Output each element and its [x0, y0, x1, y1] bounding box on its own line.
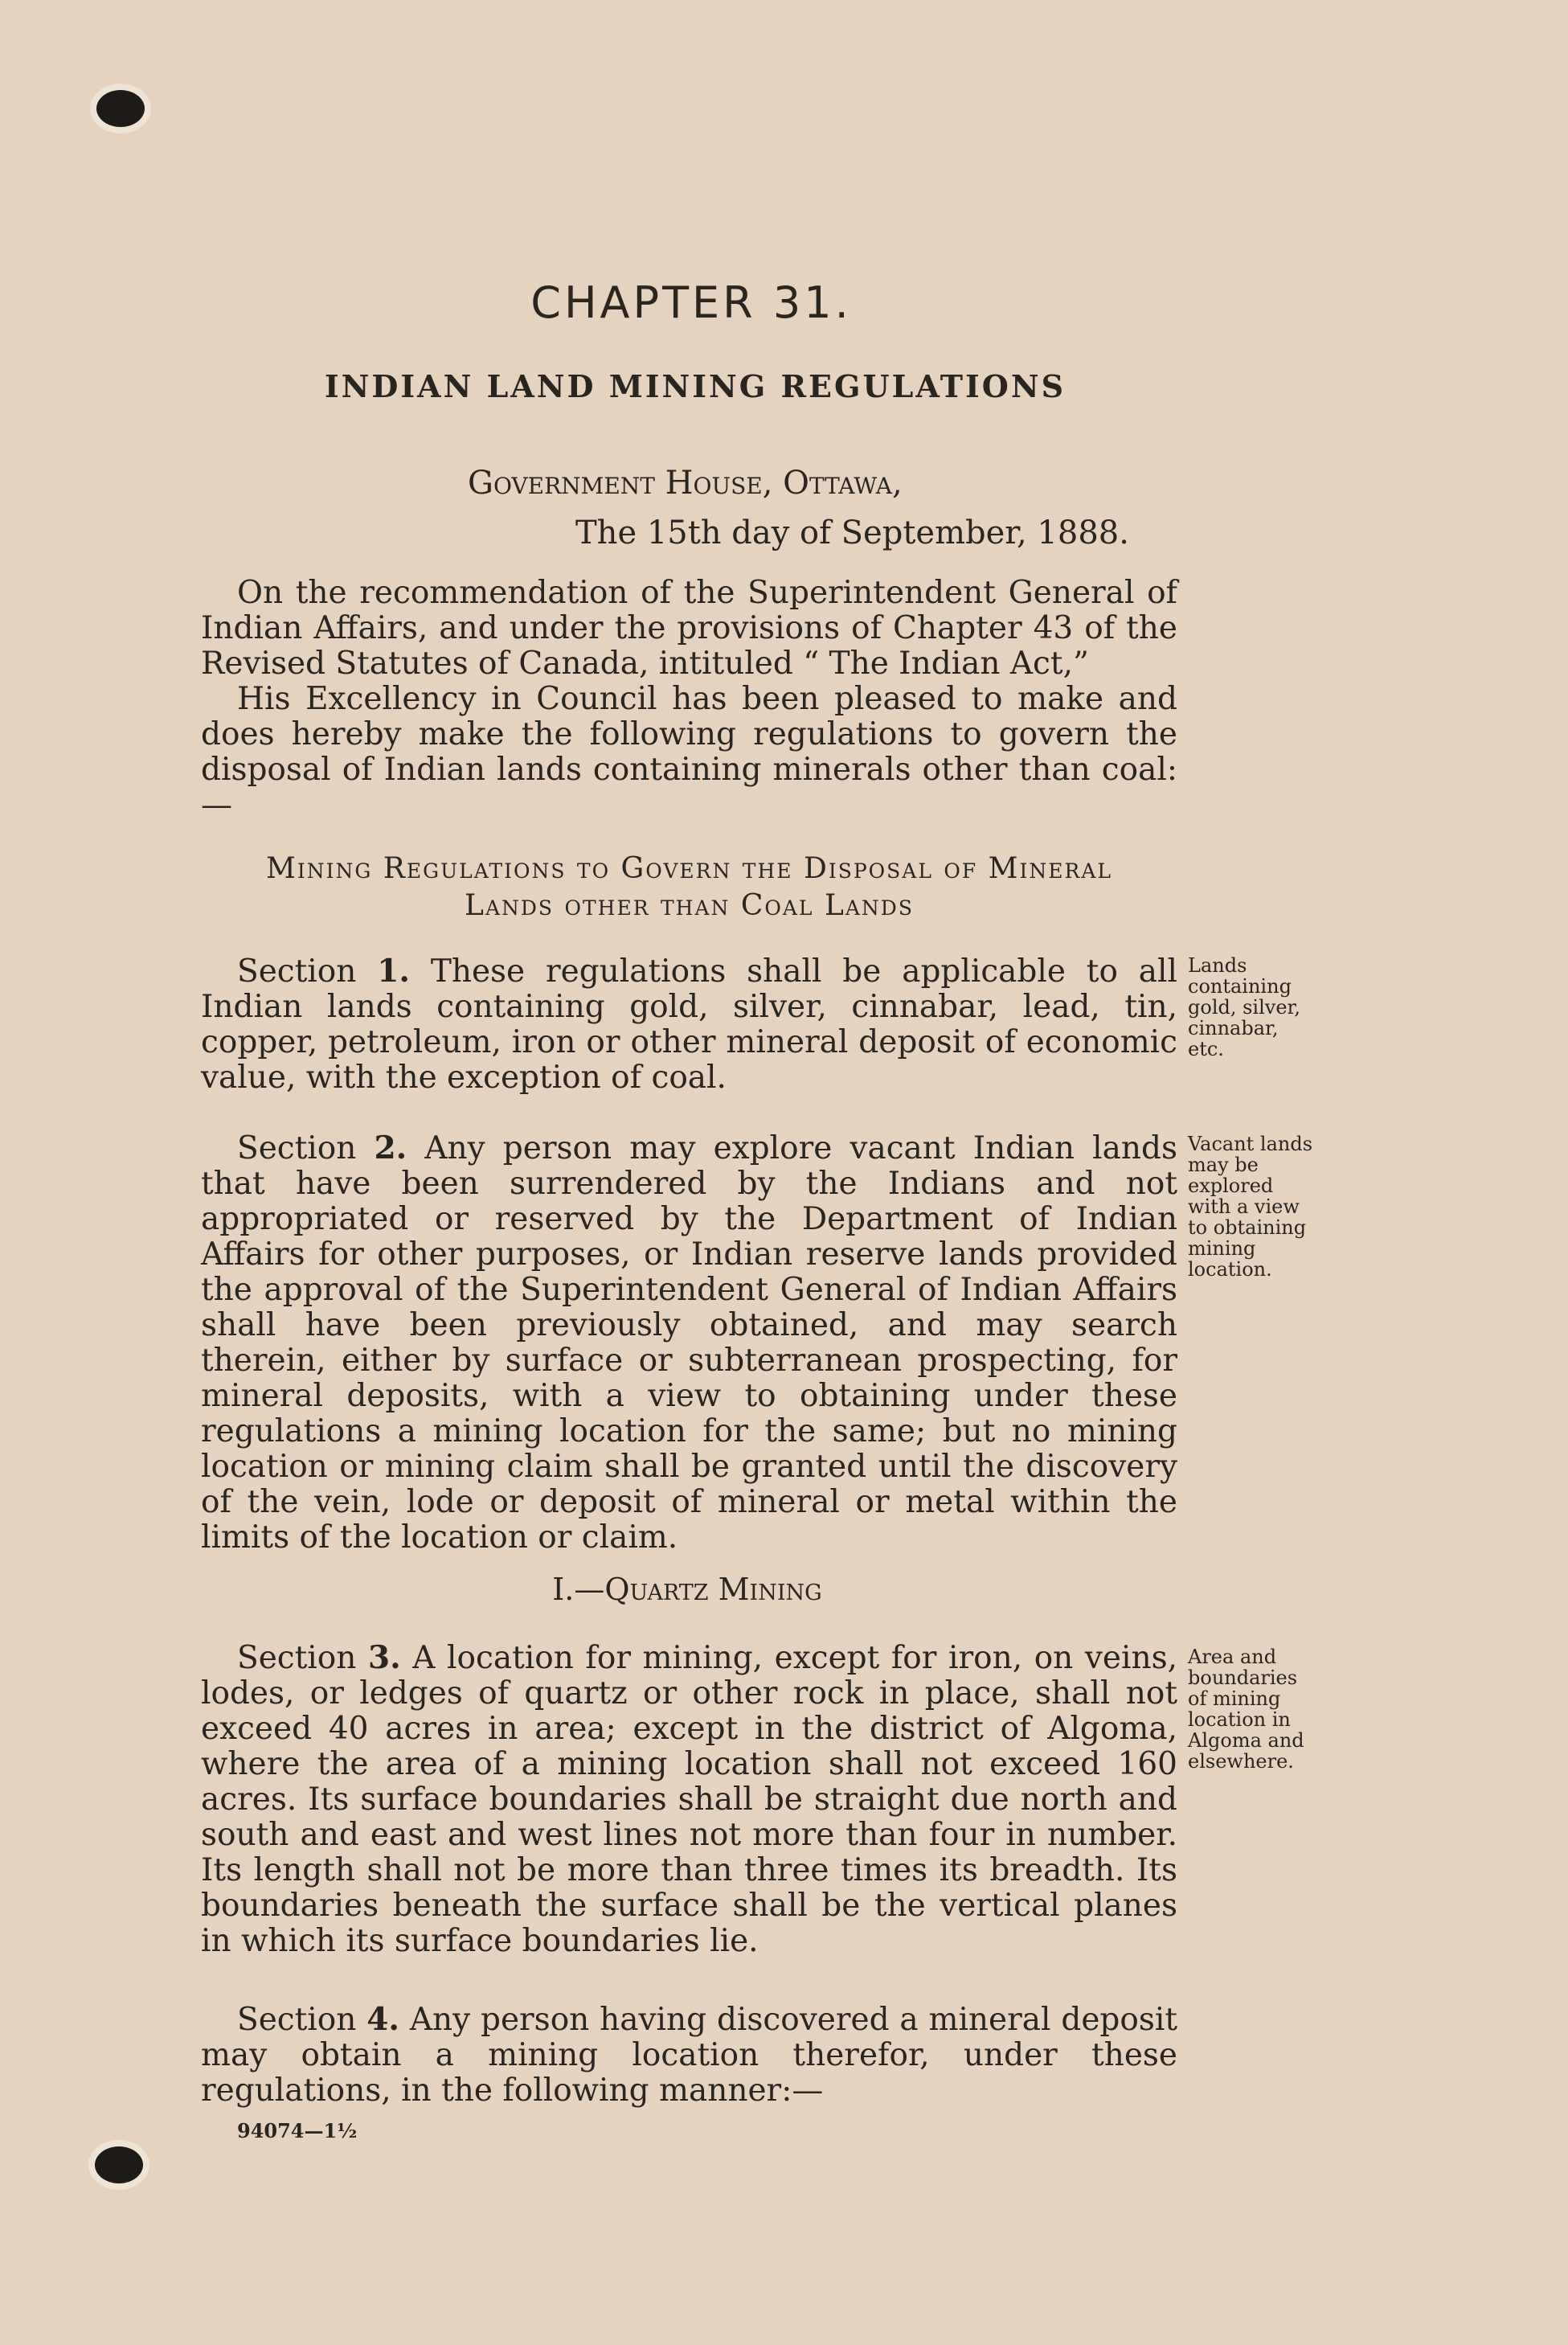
section-number: 3. [367, 1639, 401, 1676]
section-label: Section [237, 1130, 357, 1166]
section-paragraph [201, 1130, 1177, 1556]
punch-hole [96, 90, 145, 127]
section-number: 2. [374, 1129, 407, 1166]
subheading-line: Lands other than Coal Lands [465, 889, 914, 922]
margin-note: Area and boundaries of mining location in Algoma and elsewhere. [1188, 1646, 1304, 1773]
footer-code: 94074—1½ [237, 2119, 358, 2142]
subheading [201, 851, 1177, 924]
section-text: A location for mining, except for iron, on veins, lodes, or ledges of quartz or other rock in place, shall not exceed 40 acres in area; except in the district of Algoma, where the area of a mining location shall not exceed 160 acres. Its surface boundaries shall be straight due north and south and east and west lines not more than four in number. Its length shall not be more than three times its breadth. Its boundaries beneath the surface shall be the vertical planes in which its surface boundaries lie. [201, 1640, 1178, 1959]
section-1 [201, 953, 1177, 1096]
section-3 [201, 1640, 1177, 1959]
location-line: Government House, Ottawa, [468, 465, 903, 502]
section-4 [201, 2002, 1177, 2109]
subheading-line: Mining Regulations to Govern the Disposal of Mineral [265, 852, 1113, 885]
section-label: Section [237, 1640, 357, 1676]
section-text: Any person may explore vacant Indian lands that have been surrendered by the Indians and not appropriated or reserved by the Department of Indian Affairs for other purposes, or Indian reserve lands provided the approval of the Superintendent General of Indian Affairs shall have been previously obtained, and may search therein, either by surface or subterranean prospecting, for mineral deposits, with a view to obtaining under these regulations a mining location for the same; but no mining location or mining claim shall be granted until the discovery of the vein, lode or deposit of mineral or metal within the limits of the location or claim. [201, 1130, 1177, 1556]
punch-hole [95, 2146, 143, 2183]
section-label: Section [237, 2002, 357, 2038]
regulations-title: INDIAN LAND MINING REGULATIONS [324, 368, 1066, 404]
margin-note: Lands containing gold, silver, cinnabar, etc. [1188, 954, 1301, 1060]
margin-note: Vacant lands may be explored with a view to obtaining mining location. [1188, 1133, 1313, 1281]
section-text: These regulations shall be applicable to all Indian lands containing gold, silver, cinnabar, lead, tin, copper, petroleum, iron or other mineral deposit of economic value, with the exception of coal. [201, 953, 1177, 1096]
intro-paragraph: His Excellency in Council has been pleased to make and does hereby make the following regulations to govern the disposal of Indian lands containing minerals other than coal:— [201, 681, 1177, 823]
date-line: The 15th day of September, 1888. [575, 515, 1129, 551]
section-number: 1. [377, 953, 410, 990]
intro-text [201, 576, 1177, 823]
quartz-mining-heading: I.—Quartz Mining [552, 1572, 822, 1607]
section-paragraph [201, 2002, 1177, 2109]
section-paragraph [201, 953, 1177, 1096]
section-number: 4. [366, 2001, 399, 2038]
section-text: Any person having discovered a mineral deposit may obtain a mining location therefor, under these regulations, in the following manner:— [201, 2002, 1177, 2109]
section-paragraph [201, 1640, 1177, 1959]
section-2 [201, 1130, 1177, 1556]
section-label: Section [237, 953, 357, 990]
intro-paragraph: On the recommendation of the Superintendent General of Indian Affairs, and under the provisions of Chapter 43 of the Revised Statutes of Canada, intituled “ The Indian Act,” [201, 575, 1177, 682]
chapter-heading: CHAPTER 31. [530, 277, 852, 328]
